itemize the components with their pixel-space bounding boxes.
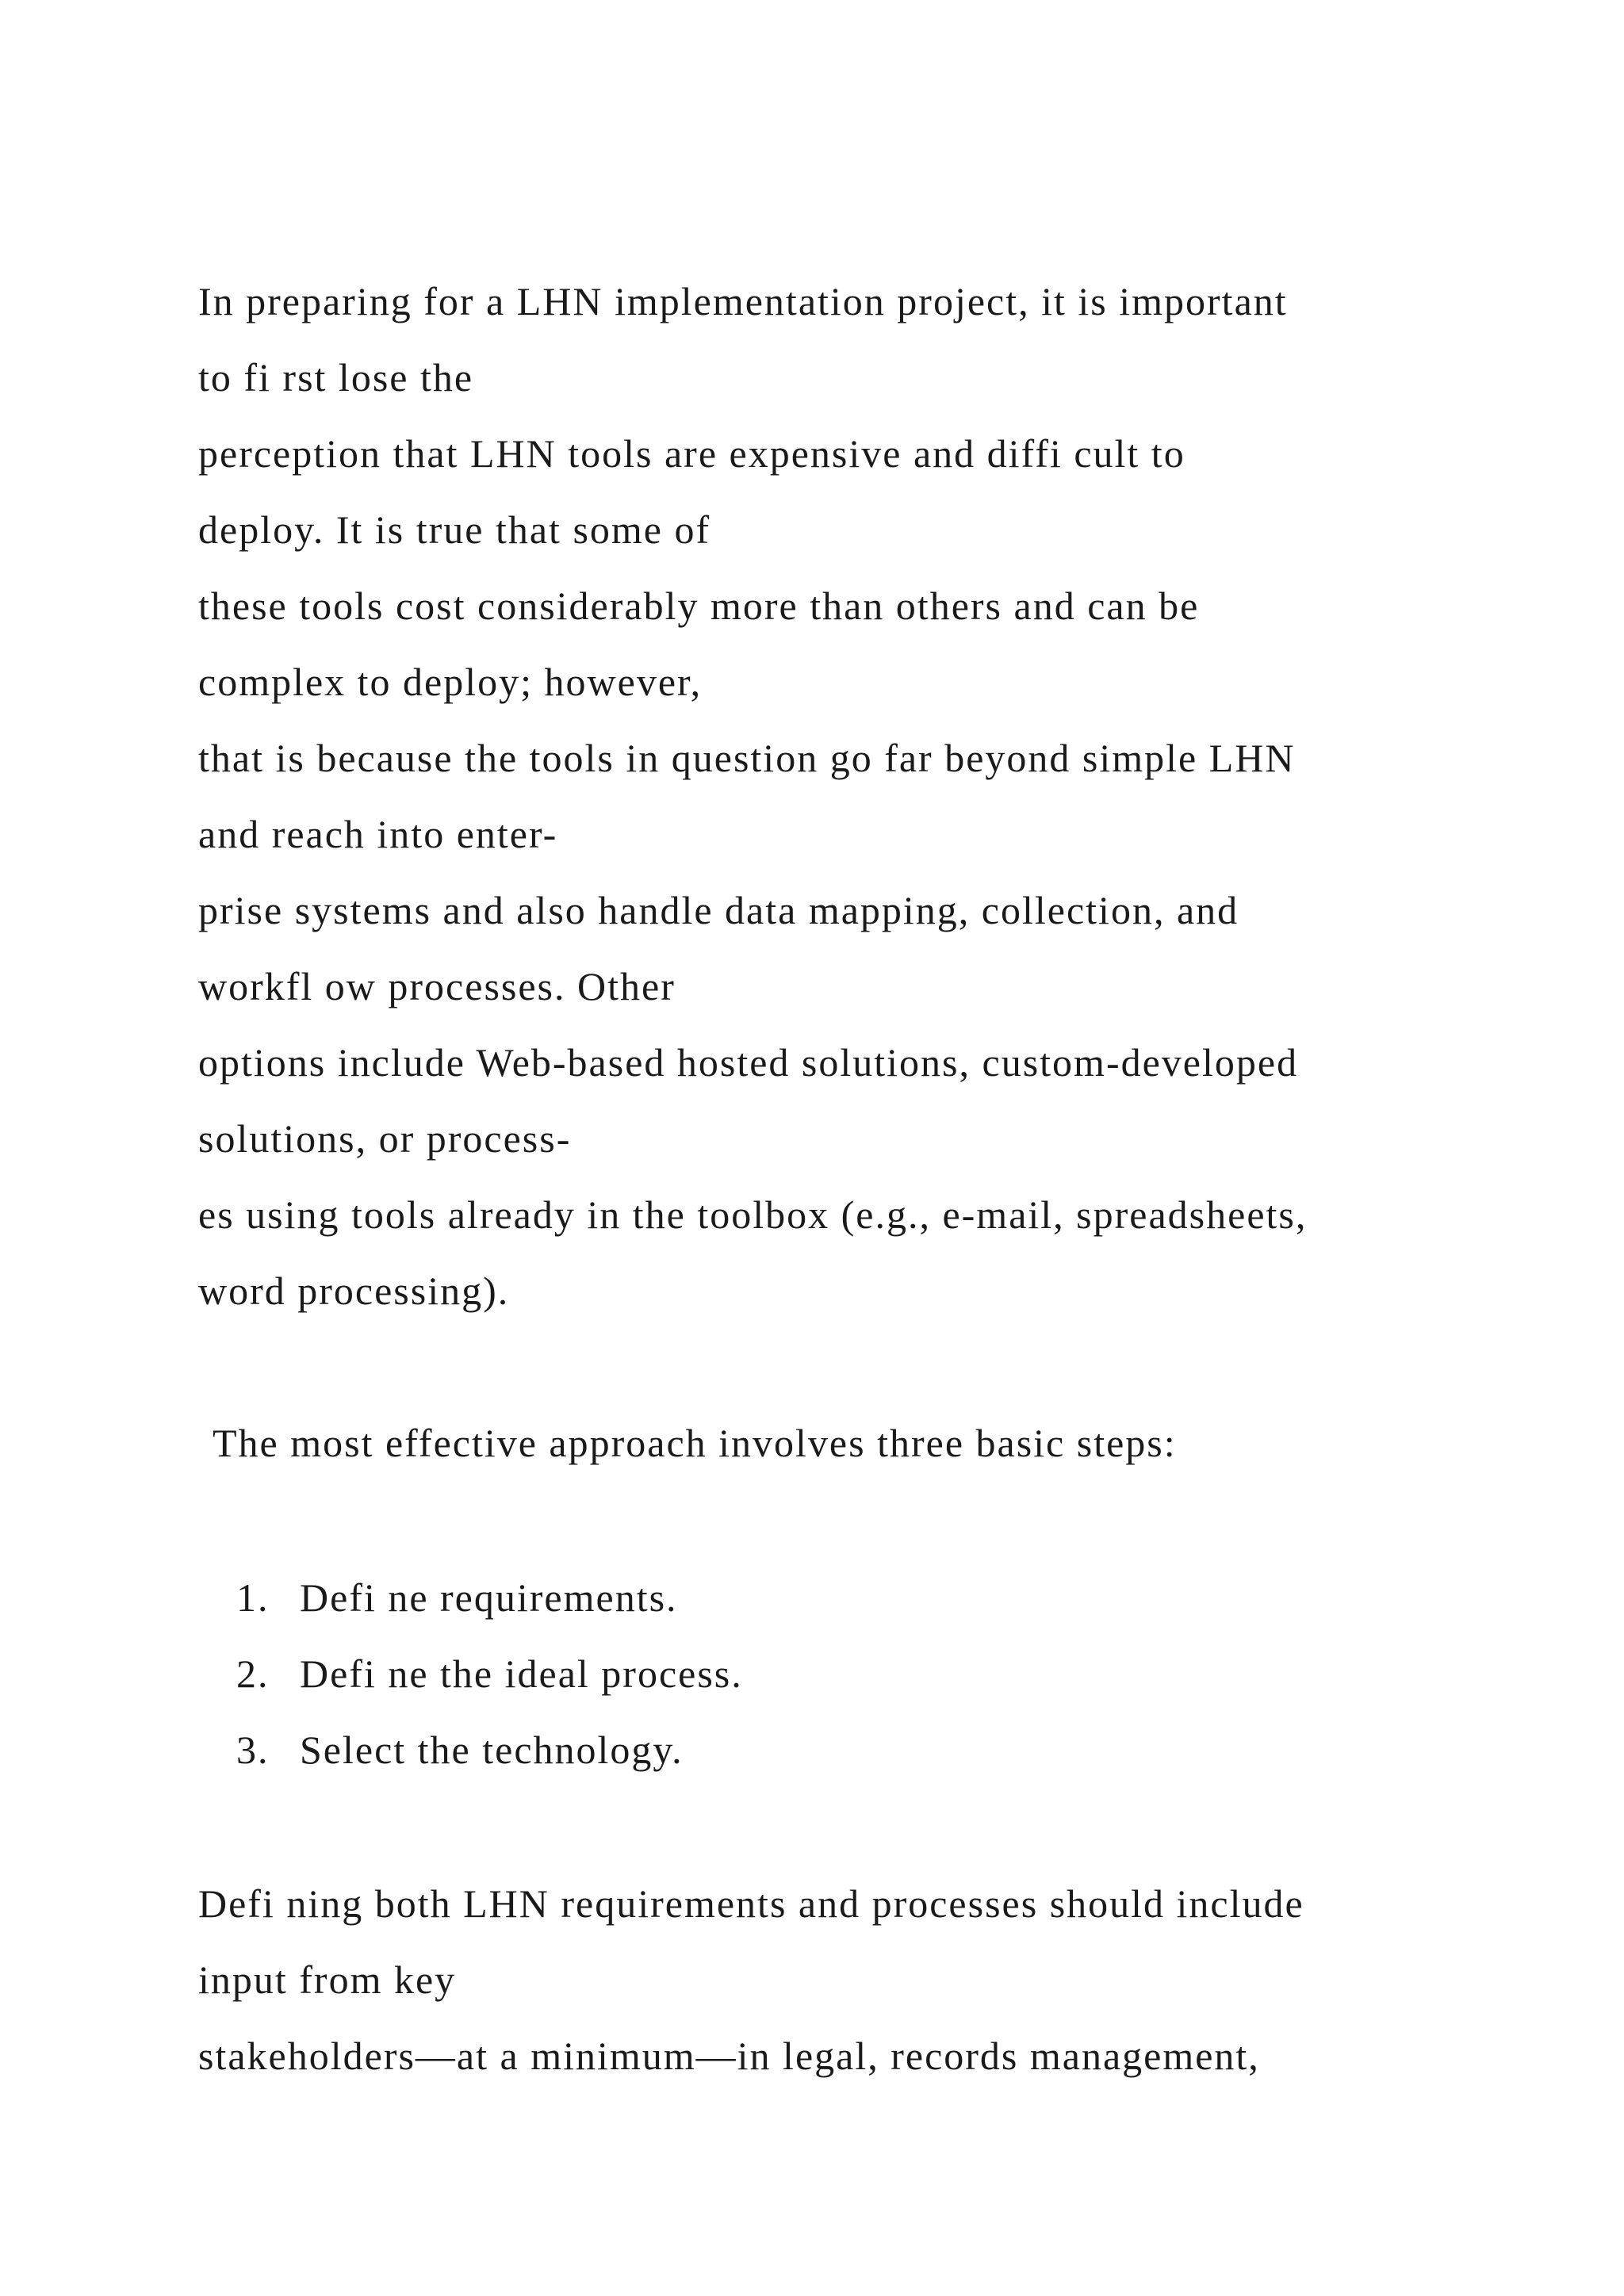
paragraph-line: solutions, or process- <box>198 1116 572 1161</box>
paragraph-line: word processing). <box>198 1269 510 1313</box>
list-item-number: 2. <box>236 1651 270 1696</box>
paragraph-line: options include Web-based hosted solutions, custom-developed <box>198 1040 1299 1085</box>
paragraph-line: that is because the tools in question go far beyond simple LHN <box>198 736 1296 780</box>
list-item-text: Defi ne the ideal process. <box>300 1651 743 1696</box>
paragraph-line: and reach into enter- <box>198 812 558 856</box>
paragraph-line: stakeholders—at a minimum—in legal, records management, <box>198 2034 1260 2078</box>
paragraph-line: In preparing for a LHN implementation project, it is important <box>198 279 1288 323</box>
paragraph-line: prise systems and also handle data mapping, collection, and <box>198 888 1239 932</box>
paragraph-line: complex to deploy; however, <box>198 660 703 704</box>
paragraph-line: these tools cost considerably more than others and can be <box>198 584 1200 628</box>
list-item-number: 3. <box>236 1728 270 1772</box>
paragraph-line: es using tools already in the toolbox (e.g., e-mail, spreadsheets, <box>198 1192 1308 1237</box>
list-item-text: Defi ne requirements. <box>300 1575 678 1620</box>
paragraph-line: input from key <box>198 1957 457 2002</box>
paragraph-line: Defi ning both LHN requirements and processes should include <box>198 1881 1304 1926</box>
steps-intro: The most effective approach involves three basic steps: <box>213 1421 1177 1465</box>
paragraph-line: workfl ow processes. Other <box>198 964 676 1008</box>
paragraph-line: deploy. It is true that some of <box>198 507 711 552</box>
list-item-text: Select the technology. <box>300 1728 684 1772</box>
list-item-number: 1. <box>236 1575 270 1620</box>
paragraph-line: perception that LHN tools are expensive and diffi cult to <box>198 431 1185 476</box>
paragraph-line: to fi rst lose the <box>198 355 474 400</box>
